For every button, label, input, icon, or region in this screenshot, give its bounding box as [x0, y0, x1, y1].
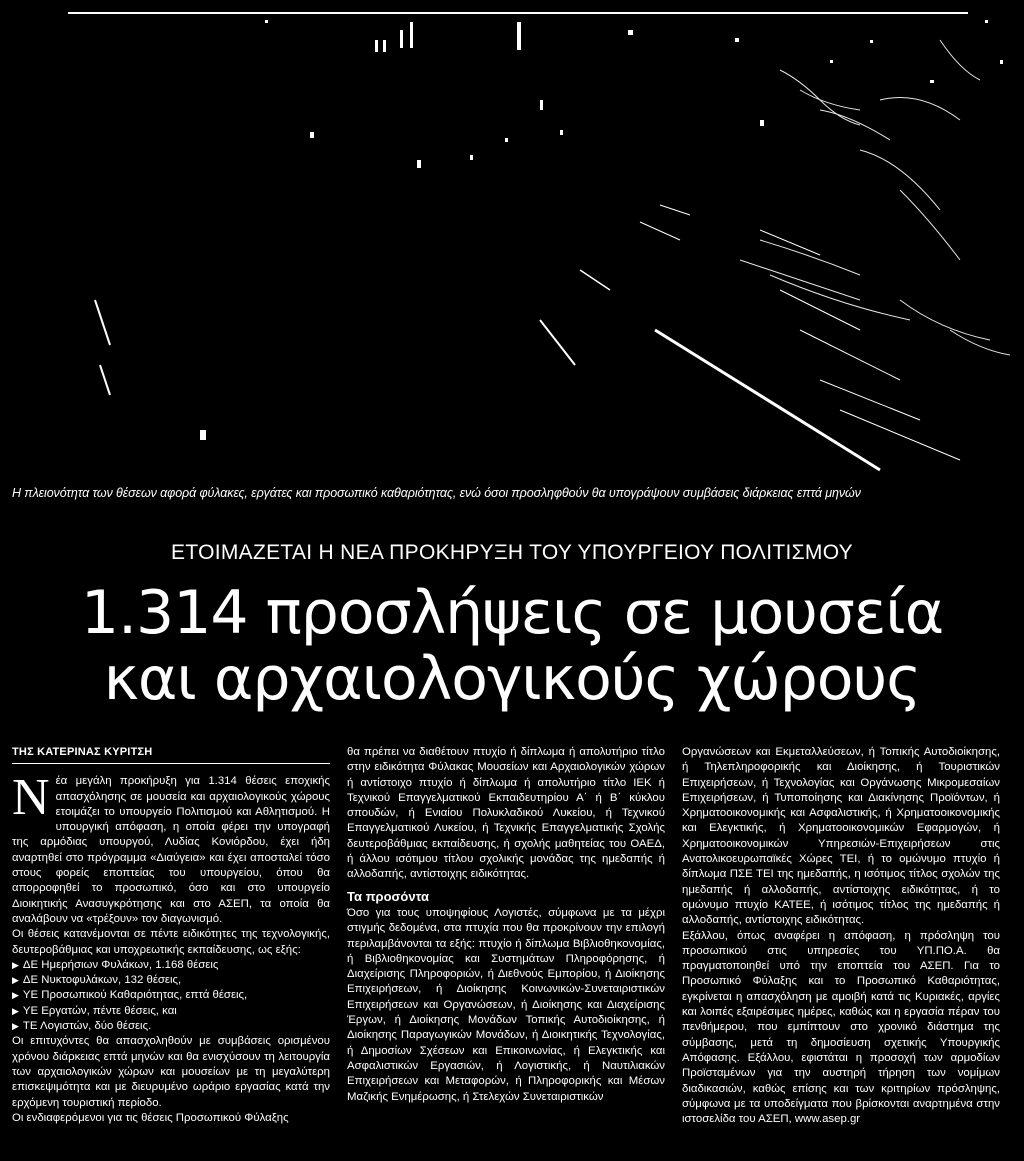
list-item	[12, 988, 330, 1003]
paragraph: Εξάλλου, όπως αναφέρει η απόφαση, η πρόσληψη του προσωπικού στις υπηρεσίες του ΥΠ.ΠΟ.Α. θα πραγματοποιηθεί υπό την εποπτεία του ΑΣΕΠ. Για το Προσωπικό Φύλαξης και το Προσωπικό Καθαριότητας, εγκρίνεται η απασχόληση με αμοιβή κατά τις Κυριακές, αργίες και λοιπές εξαιρέσιμες ημέρες, καθώς και η εργασία πέραν του πενθήμερου, που εμπίπτουν στο χρονικό διάστημα της σύμβασης, μετά τη δημοσίευση σχετικής Υπουργικής Απόφασης. Εξάλλου, εφιστάται η προσοχή των αρμοδίων Προϊσταμένων για την αυστηρή τήρηση των νομίμων διαδικασιών, καθώς επίσης και των κριτηρίων πρόσληψης, σύμφωνα με τα υποδείγματα που βρίσκονται αναρτημένα στην ιστοσελίδα του ΑΣΕΠ, www.asep.gr	[682, 929, 1000, 1126]
column-1	[12, 745, 330, 1126]
paragraph: Οι θέσεις κατανέμονται σε πέντε ειδικότητες της τεχνολογικής, δευτεροβάθμιας και υποχρεωτικής εκπαίδευσης, ως εξής:	[12, 928, 330, 956]
bullet-arrow-icon: ▶	[12, 975, 19, 986]
bullet-arrow-icon: ▶	[12, 990, 19, 1001]
museum-photo-image	[0, 0, 1024, 478]
article-body	[12, 745, 1012, 1155]
list-item	[12, 958, 330, 973]
list-item	[12, 1004, 330, 1019]
paragraph: έα μεγάλη προκήρυξη για 1.314 θέσεις εποχικής απασχόλησης σε μουσεία και αρχαιολογικούς χώρους ετοιμάζει το υπουργείο Πολιτισμού και Αθλητισμού. Η υπουργική απόφαση, η οποία φέρει την υπογραφή της αρμόδιας υπουργού, Λυδίας Κονιόρδου, έχει ήδη αναρτηθεί στο πρόγραμμα «Διαύγεια» και έχει αποσταλεί τόσο στους φορείς εποπτείας του υπουργείου, όπου θα απορροφηθεί το προσωπικό, όσο και στο υπουργείο Διοικητικής Ανασυγκρότησης και στο ΑΣΕΠ, τα οποία θα αναλάβουν να «τρέξουν» τον διαγωνισμό.	[12, 775, 330, 925]
positions-list	[12, 958, 330, 1034]
paragraph: Όσο για τους υποψηφίους Λογιστές, σύμφωνα με τα μέχρι στιγμής δεδομένα, στα πτυχία που θα προκρίνουν την επιλογή περιλαμβάνονται τα εξής: πτυχίο ή δίπλωμα Βιβλιοθηκονομίας, ή Βιβλιοθηκονομίας και Συστημάτων Πληροφόρησης, ή Διαχείρισης Πληροφοριών, ή Διεθνούς Εμπορίου, ή Διοίκησης Επιχειρήσεων, ή Διοίκησης Κοινωνικών-Συνεταιριστικών Επιχειρήσεων και Οργανώσεων, ή Διοίκησης και Διαχείρισης Έργων, ή Διοίκησης Μονάδων Τοπικής Αυτοδιοίκησης, ή Διοίκησης Παραγωγικών Μονάδων, ή Διοικητικής Τεχνολογίας, ή Δημοσίων Σχέσεων και Επικοινωνίας, ή Ελεγκτικής και Ασφαλιστικών Εργασιών, ή Λογιστικής, ή Ναυτιλιακών Επιχειρήσεων και Μεταφορών, ή Πληροφορικής και Μέσων Μαζικής Ενημέρωσης, ή Στελεχών Συνεταιριστικών	[347, 906, 665, 1103]
paragraph: θα πρέπει να διαθέτουν πτυχίο ή δίπλωμα ή απολυτήριο τίτλο στην ειδικότητα Φύλακας Μουσείων και Αρχαιολογικών χώρων ή αντίστοιχο πτυχίο ή δίπλωμα ή απολυτήριο τίτλο ΙΕΚ ή Τεχνικού Επαγγελματικού Εκπαιδευτηρίου Α΄ ή Β΄ κύκλου σπουδών, ή Ενιαίου Πολυκλαδικού Λυκείου, ή Τεχνικού Επαγγελματικού Λυκείου, ή Τεχνικής Επαγγελματικής Σχολής δευτεροβάθμιας εκπαίδευσης, ή σχολής μαθητείας του ΟΑΕΔ, ή άλλου ισότιμου τίτλου σχολικής μονάδας της ημεδαπής ή αλλοδαπής, αντίστοιχης ειδικότητας.	[347, 746, 665, 881]
section-subhead: Τα προσόντα	[347, 888, 430, 904]
list-item	[12, 1019, 330, 1034]
article-headline	[0, 580, 1024, 712]
list-item-text: ΤΕ Λογιστών, δύο θέσεις.	[22, 1020, 152, 1033]
headline-line-2: και αρχαιολογικούς χώρους	[103, 644, 921, 714]
photo-caption: Η πλειονότητα των θέσεων αφορά φύλακες, εργάτες και προσωπικό καθαριότητας, ενώ όσοι προσληφθούν θα υπογράψουν συμβάσεις διάρκειας επτά μηνών	[12, 486, 861, 500]
column-3	[682, 745, 1000, 1127]
list-item-text: ΥΕ Εργατών, πέντε θέσεις, και	[22, 1004, 177, 1017]
byline: ΤΗΣ ΚΑΤΕΡΙΝΑΣ ΚΥΡΙΤΣΗ	[12, 745, 330, 764]
list-item-text: ΔΕ Ημερήσιων Φυλάκων, 1.168 θέσεις	[22, 958, 219, 971]
paragraph: Οργανώσεων και Εκμεταλλεύσεων, ή Τοπικής Αυτοδιοίκησης, ή Τηλεπληροφορικής και Διοίκησης, ή Τουριστικών Επιχειρήσεων, ή Τεχνολογίας και Οργάνωσης Μικρομεσαίων Επιχειρήσεων, ή Τυποποίησης και Διακίνησης Προϊόντων, ή Χρηματοοικονομικής και Ασφαλιστικής, ή Χρηματοοικονομικής και Ελεγκτικής, ή Χρηματοοικονομικών Εφαρμογών, ή Χρηματοοικονομικών Υπηρεσιών-Επιχειρήσεων στις Ανατολικοευρωπαϊκές Χώρες ΤΕΙ, ή το ομώνυμο πτυχίο ή δίπλωμα ΠΣΕ ΤΕΙ της ημεδαπής, η ισότιμος τίτλος σχολών της ημεδαπής ή αλλοδαπής, αντίστοιχης ειδικότητας, ή το ομώνυμο πτυχίο ΚΑΤΕΕ, ή ισότιμος τίτλος της ημεδαπής ή αλλοδαπής, αντίστοιχης ειδικότητας.	[682, 746, 1000, 927]
bullet-arrow-icon: ▶	[12, 1005, 19, 1016]
list-item-text: ΥΕ Προσωπικού Καθαριότητας, επτά θέσεις,	[22, 989, 248, 1002]
bullet-arrow-icon: ▶	[12, 1021, 19, 1032]
paragraph: Οι ενδιαφερόμενοι για τις θέσεις Προσωπικού Φύλαξης	[12, 1111, 289, 1124]
drop-cap: Ν	[12, 769, 50, 827]
list-item	[12, 973, 330, 988]
lead-paragraph	[12, 769, 330, 927]
bullet-arrow-icon: ▶	[12, 959, 19, 970]
paragraph: Οι επιτυχόντες θα απασχοληθούν με συμβάσεις ορισμένου χρόνου διάρκειας επτά μηνών και θα ενισχύσουν τη λειτουργία των αρχαιολογικών χώρων και μουσείων με τη μεγαλύτερη επισκεψιμότητα και με διευρυμένο ωράριο εργασίας κατά την ερχόμενη τουριστική περίοδο.	[12, 1035, 330, 1109]
article-kicker: ΕΤΟΙΜΑΖΕΤΑΙ Η ΝΕΑ ΠΡΟΚΗΡΥΞΗ ΤΟΥ ΥΠΟΥΡΓΕΙΟΥ ΠΟΛΙΤΙΣΜΟΥ	[171, 541, 853, 564]
header-photo	[0, 0, 1024, 478]
list-item-text: ΔΕ Νυκτοφυλάκων, 132 θέσεις,	[22, 974, 182, 987]
headline-line-1: 1.314 προσλήψεις σε μουσεία	[80, 578, 944, 648]
column-2	[347, 745, 665, 1105]
